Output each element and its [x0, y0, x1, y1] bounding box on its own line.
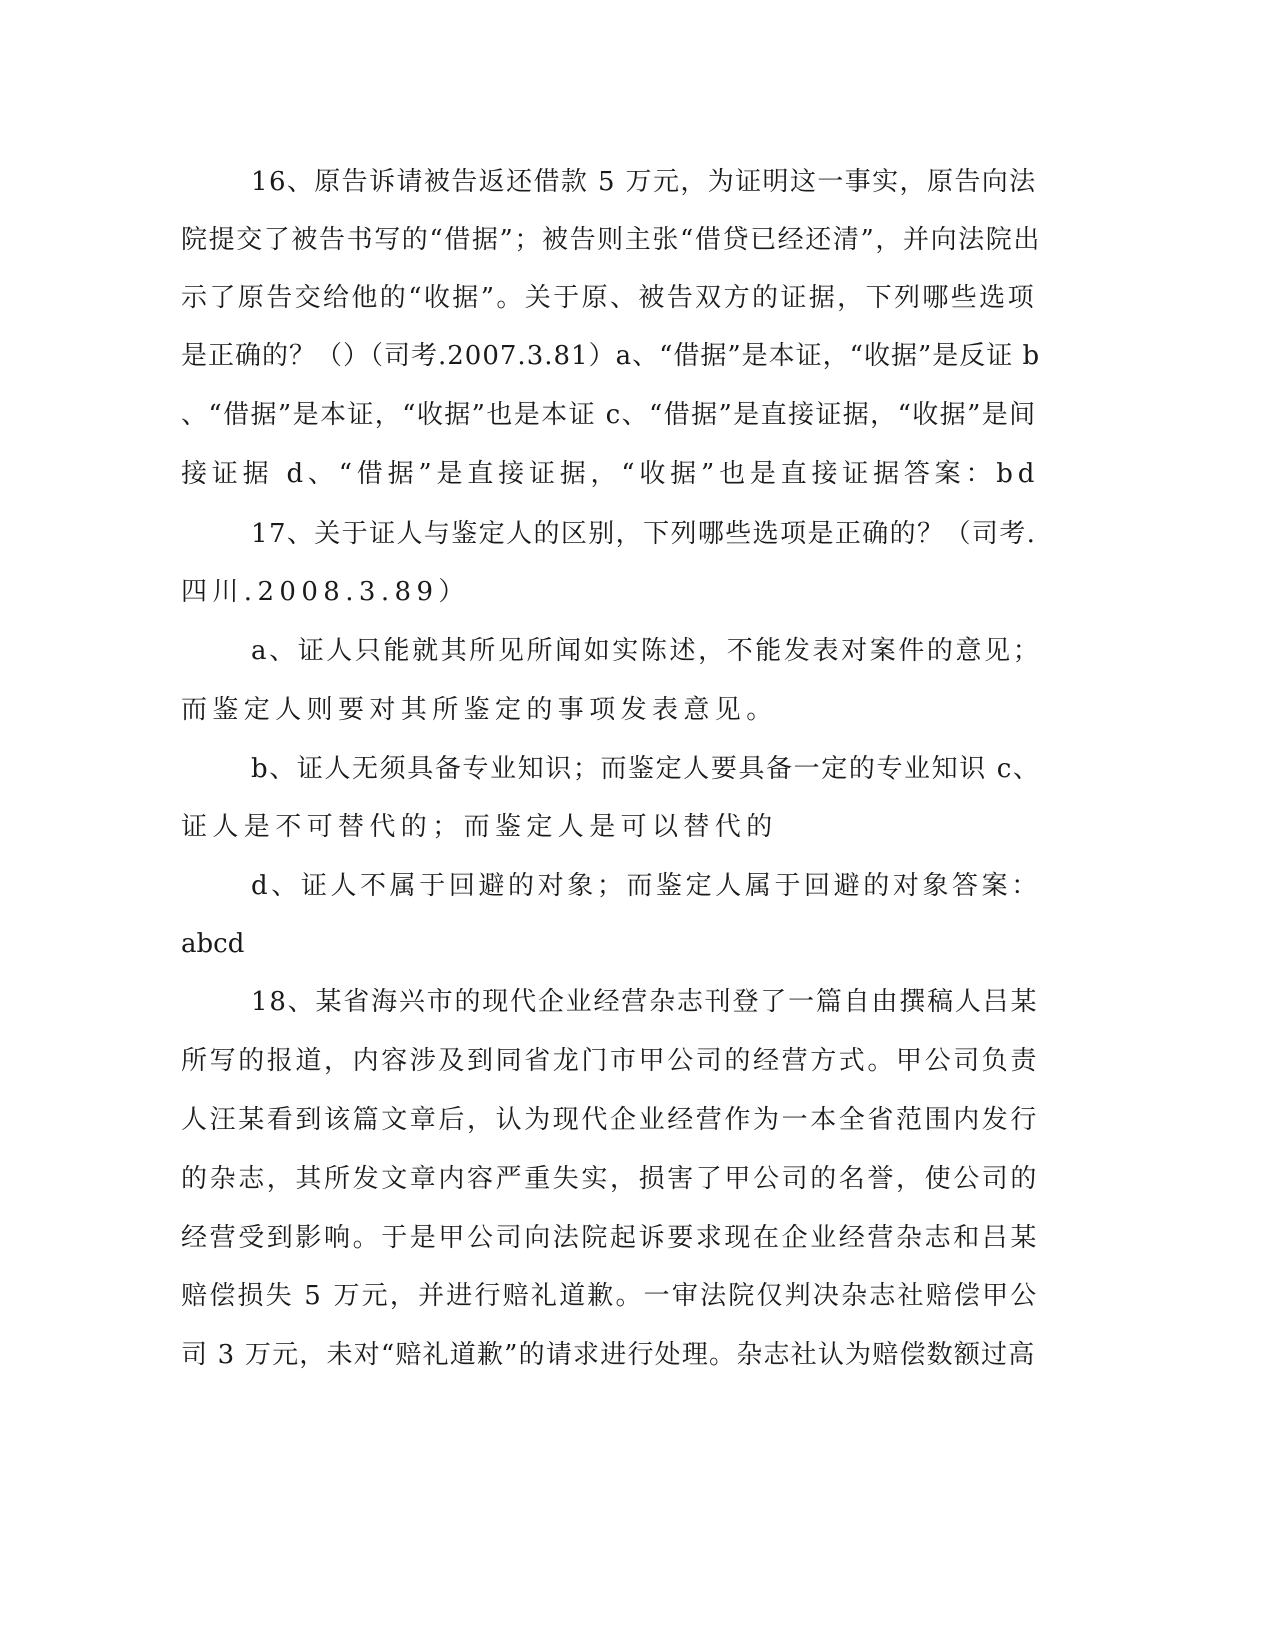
text-line: 证人是不可替代的；而鉴定人是可以替代的 [181, 812, 778, 842]
text-line: 示了原告交给他的“收据”。关于原、被告双方的证据，下列哪些选项 [181, 283, 1036, 313]
text-line: 是正确的？（）（司考.2007.3.81）a、“借据”是本证，“收据”是反证 b [181, 341, 1041, 371]
text-line: 18、某省海兴市的现代企业经营杂志刊登了一篇自由撰稿人吕某 [251, 987, 1039, 1017]
text-line: a、证人只能就其所见所闻如实陈述，不能发表对案件的意见； [251, 636, 1042, 666]
text-line: 的杂志，其所发文章内容严重失实，损害了甲公司的名誉，使公司的 [181, 1164, 1040, 1194]
text-line: b、证人无须具备专业知识；而鉴定人要具备一定的专业知识 c、 [251, 754, 1041, 784]
text-line: 赔偿损失 5 万元，并进行赔礼道歉。一审法院仅判决杂志社赔偿甲公 [181, 1281, 1039, 1311]
text-line: 16、原告诉请被告返还借款 5 万元，为证明这一事实，原告向法 [251, 167, 1037, 197]
text-line: 17、关于证人与鉴定人的区别，下列哪些选项是正确的？（司考. [251, 519, 1037, 549]
document-page [181, 0, 1041, 1650]
text-line: 四川.2008.3.89） [181, 577, 470, 607]
text-line: 经营受到影响。于是甲公司向法院起诉要求现在企业经营杂志和吕某 [181, 1223, 1040, 1253]
text-line: abcd [181, 929, 245, 959]
text-line: 而鉴定人则要对其所鉴定的事项发表意见。 [181, 695, 778, 725]
text-line: 、“借据”是本证，“收据”也是本证 c、“借据”是直接证据，“收据”是间 [181, 400, 1037, 430]
text-line: 接证据 d、“借据”是直接证据，“收据”也是直接证据答案：bd [181, 459, 1040, 489]
text-line: 院提交了被告书写的“借据”；被告则主张“借贷已经还清”，并向法院出 [181, 225, 1041, 255]
text-line: 司 3 万元，未对“赔礼道歉”的请求进行处理。杂志社认为赔偿数额过高 [181, 1340, 1036, 1370]
text-line: d、证人不属于回避的对象；而鉴定人属于回避的对象答案： [251, 871, 1041, 901]
text-line: 所写的报道，内容涉及到同省龙门市甲公司的经营方式。甲公司负责 [181, 1046, 1040, 1076]
text-line: 人汪某看到该篇文章后，认为现代企业经营作为一本全省范围内发行 [181, 1105, 1040, 1135]
